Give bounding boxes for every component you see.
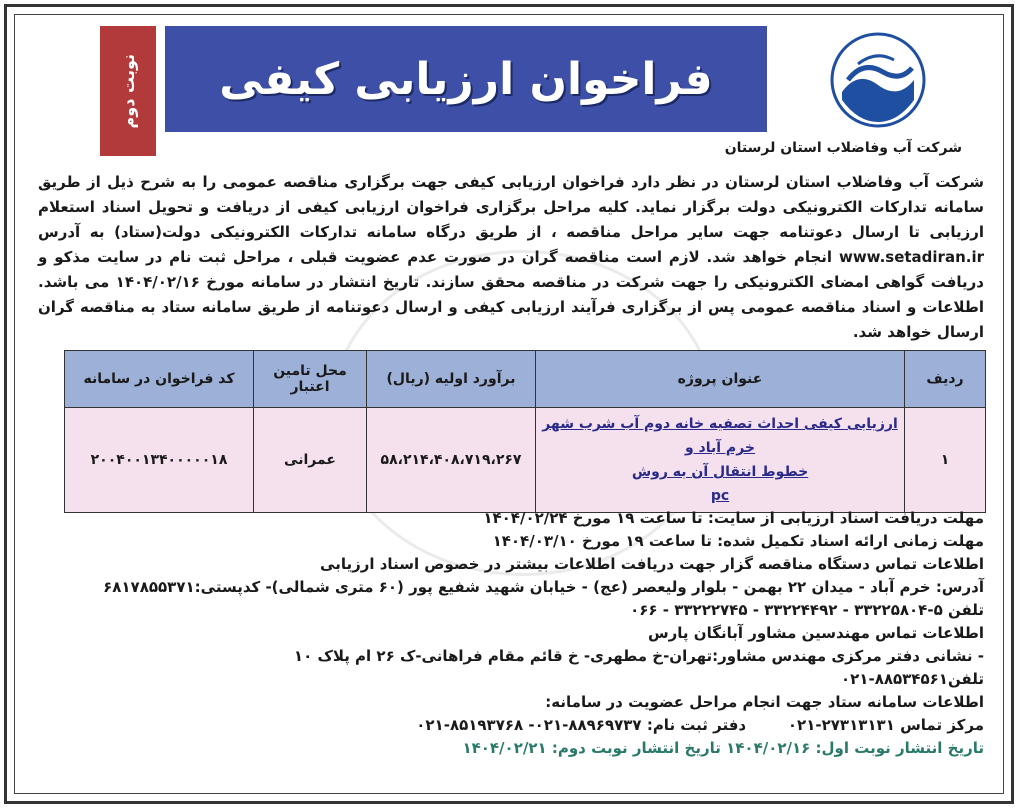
round-badge — [100, 26, 156, 156]
title-line-1: ارزیابی کیفی احداث تصفیه خانه دوم آب شرب شهر خرم آباد و — [542, 416, 898, 456]
water-drop-logo-icon — [828, 30, 928, 130]
setad-contacts — [38, 714, 984, 737]
consultant-address: - نشانی دفتر مرکزی مهندس مشاور:تهران-خ مطهری- خ قائم مقام فراهانی-ک ۲۶ ام پلاک ۱۰ — [293, 647, 984, 665]
contact-heading: اطلاعات تماس دستگاه مناقصه گزار جهت دریافت اطلاعات بیشتر در خصوص اسناد ارزیابی — [320, 555, 984, 573]
publish-second: تاریخ انتشار نوبت دوم: ۱۴۰۴/۰۲/۲۱ — [462, 739, 721, 757]
company-name: شرکت آب وفاضلاب استان لرستان — [724, 140, 962, 156]
header-code: کد فراخوان در سامانه — [65, 351, 254, 408]
setad-office: دفتر ثبت نام: ۸۸۹۶۹۷۳۷-۰۲۱- ۸۵۱۹۳۷۶۸-۰۲۱ — [416, 716, 747, 734]
setad-heading: اطلاعات سامانه ستاد جهت انجام مراحل عضویت در سامانه: — [545, 693, 984, 711]
consultant-phone: تلفن۸۸۵۳۴۵۶۱-۰۲۱ — [840, 670, 984, 688]
header-estimate: برآورد اولیه (ریال) — [367, 351, 536, 408]
cell-estimate: ۵۸،۲۱۴،۴۰۸،۷۱۹،۲۶۷ — [367, 408, 536, 513]
phone-line: تلفن ۵-۳۳۲۲۵۸۰۴ - ۳۳۲۲۴۴۹۲ - ۳۳۲۲۲۷۴۵ - ۰۶۶ — [630, 601, 984, 619]
submit-deadline: مهلت زمانی ارائه اسناد تکمیل شده: تا ساعت ۱۹ مورخ ۱۴۰۴/۰۳/۱۰ — [492, 532, 984, 550]
header-row-no: ردیف — [905, 351, 986, 408]
title-banner — [165, 26, 767, 132]
header-funding: محل تامین اعتبار — [254, 351, 367, 408]
title-line-3: pc — [710, 488, 730, 504]
badge-text: نوبت دوم — [118, 53, 138, 129]
cell-funding: عمرانی — [254, 408, 367, 513]
cell-code: ۲۰۰۴۰۰۱۳۴۰۰۰۰۰۱۸ — [65, 408, 254, 513]
address-line: آدرس: خرم آباد - میدان ۲۲ بهمن - بلوار ولیعصر (عج) - خیابان شهید شفیع پور (۶۰ متری شمالی)- کدپستی:۶۸۱۷۸۵۵۳۷۱ — [103, 578, 984, 596]
title-line-2: خطوط انتقال آن به روش — [631, 464, 809, 480]
table-row — [65, 408, 986, 513]
publish-dates — [38, 737, 984, 760]
header-title: عنوان پروژه — [536, 351, 905, 408]
consultant-heading: اطلاعات تماس مهندسین مشاور آبانگان پارس — [647, 624, 984, 642]
details-section — [38, 507, 984, 760]
setad-center: مرکز تماس ۲۷۳۱۳۱۳۱-۰۲۱ — [787, 716, 984, 734]
publish-first: تاریخ انتشار نوبت اول: ۱۴۰۴/۰۲/۱۶ — [726, 739, 984, 757]
cell-title — [536, 408, 905, 513]
page-title: فراخوان ارزیابی کیفی — [219, 53, 713, 105]
receive-deadline: مهلت دریافت اسناد ارزیابی از سایت: تا ساعت ۱۹ مورخ ۱۴۰۴/۰۲/۲۴ — [483, 509, 984, 527]
table-header-row — [65, 351, 986, 408]
intro-paragraph: شرکت آب وفاضلاب استان لرستان در نظر دارد فراخوان ارزیابی کیفی جهت برگزاری مناقصه عمومی را به شرح ذیل از طریق سامانه تدارکات الکترونیکی دولت برگزار نماید. کلیه مراحل برگزاری فراخوان ارزیابی کیفی از دریافت و تحویل اسناد استعلام ارزیابی تا ارسال دعوتنامه جهت سایر مراحل مناقصه ، از طریق درگاه سامانه تدارکات الکترونیکی دولت(ستاد) به آدرس www.setadiran.ir انجام خواهد شد. لازم است مناقصه گران در صورت عدم عضویت قبلی ، مراحل ثبت نام در سایت مذکو و دریافت گواهی امضای الکترونیکی را جهت شرکت در مناقصه محقق سازند. تاریخ انتشار در سامانه مورخ ۱۴۰۴/۰۲/۱۶ می باشد. اطلاعات و اسناد مناقصه عمومی پس از برگزاری فرآیند ارزیابی کیفی و ارسال دعوتنامه از طریق سامانه ستاد به مناقصه گران ارسال خواهد شد. — [38, 173, 984, 341]
projects-table — [64, 350, 986, 513]
cell-row-no: ۱ — [905, 408, 986, 513]
